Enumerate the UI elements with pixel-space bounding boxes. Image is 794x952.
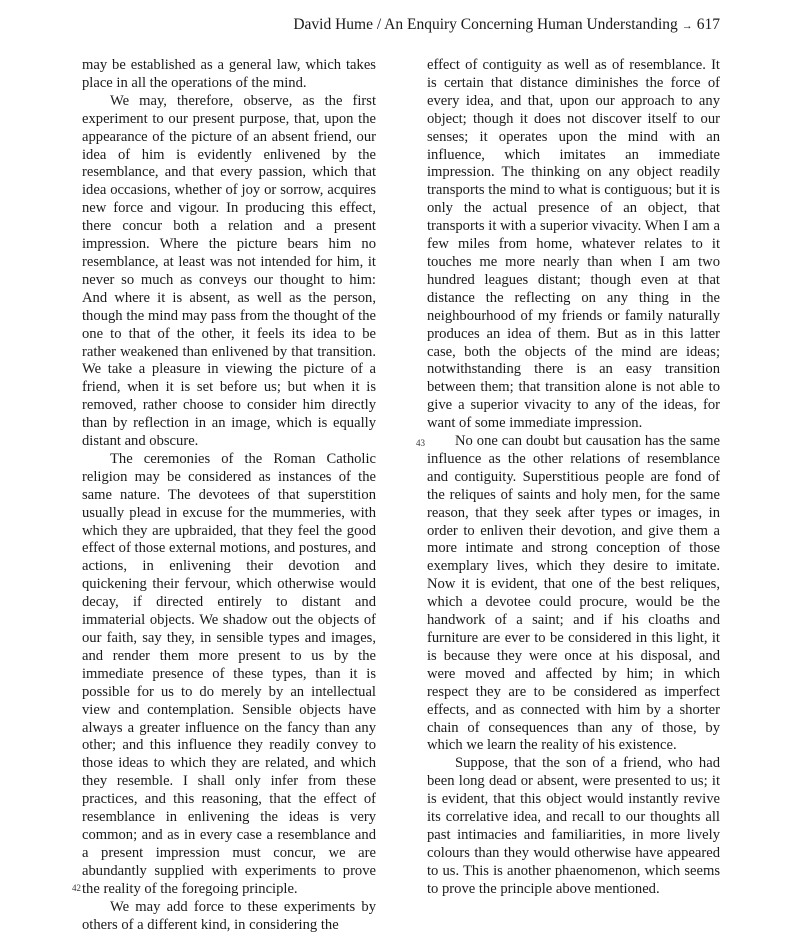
paragraph: We may, therefore, observe, as the first experiment to our present purpose, that, upon the appearance of the picture of an absent friend, our idea of him is evidently enlivened by the resemblance, and that every passion, which that idea occasions, whether of joy or sorrow, acquires new force and vigour. In producing this effect, there concur both a relation and a present impression. Where the picture bears him no resemblance, at least was not intended for him, it never so much as conveys our thought to him: And where it is absent, as well as the person, though the mind may pass from the thought of the one to that of the other, it feels its idea to be rather weakened than enlivened by that transition. We take a pleasure in viewing the picture of a friend, when it is set before us; but when it is removed, rather choose to consider him directly than by reflection in an image, which is equally distant and obscure. <box>82 92 376 450</box>
arrow-icon: → <box>681 20 693 32</box>
running-header <box>293 16 720 34</box>
margin-section-number: 42 <box>72 883 81 893</box>
margin-section-number: 43 <box>416 438 425 448</box>
right-column <box>427 57 720 899</box>
page-number: 617 <box>696 16 720 33</box>
paragraph: Suppose, that the son of a friend, who had been long dead or absent, were presented to us; it is evident, that this object would instantly revive its correlative idea, and recall to our thoughts all past intimacies and familiarities, in more lively colours than they would otherwise have appeared to us. This is another phaenomenon, which seems to prove the principle above mentioned. <box>427 755 720 897</box>
header-title: David Hume / An Enquiry Concerning Human Understanding <box>293 16 678 33</box>
paragraph: effect of contiguity as well as of resemblance. It is certain that distance diminishes the force of every idea, and that, upon our approach to any object; though it does not discover itself to our senses; it operates upon the mind with an influence, which imitates an immediate impression. The thinking on any object readily transports the mind to what is contiguous; but it is only the actual presence of an object, that transports it with a superior vivacity. When I am a few miles from home, whatever relates to it touches me more nearly than when I am two hundred leagues distant; though even at that distance the reflecting on any thing in the neighbourhood of my friends or family naturally produces an idea of them. But as in this latter case, both the objects of the mind are ideas; notwithstanding there is an easy transition between them; that transition alone is not able to give a superior vivacity to any of the ideas, for want of some immediate impression. <box>427 57 720 432</box>
left-column <box>82 57 376 934</box>
paragraph: The ceremonies of the Roman Catholic religion may be considered as instances of the same nature. The devotees of that superstition usually plead in excuse for the mummeries, with which they are upbraided, that they feel the good effect of those external motions, and postures, and actions, in enlivening their devotion and quickening their fervour, which otherwise would decay, if directed entirely to distant and immaterial objects. We shadow out the objects of our faith, say they, in sensible types and images, and render them more present to us by the immediate presence of these types, than it is possible for us to do merely by an intellectual view and contemplation. Sensible objects have always a greater influence on the fancy than any other; and this influence they readily convey to those ideas to which they are related, and which they resemble. I shall only infer from these practices, and this reasoning, that the effect of resemblance in enlivening the ideas is very common; and as in every case a resemblance and a present impression must concur, we are abundantly supplied with experiments to prove the reality of the foregoing principle. <box>82 450 376 897</box>
paragraph: may be established as a general law, which takes place in all the operations of the mind. <box>82 57 376 91</box>
paragraph: We may add force to these experiments by others of a different kind, in considering the <box>82 898 376 933</box>
paragraph: No one can doubt but causation has the same influence as the other relations of resemblance and contiguity. Superstitious people are fond of the reliques of saints and holy men, for the same reason, that they seek after types or images, in order to enliven their devotion, and give them a more intimate and strong conception of those exemplary lives, which they desire to imitate. Now it is evident, that one of the best reliques, which a devotee could procure, would be the handwork of a saint; and if his cloaths and furniture are ever to be considered in this light, it is because they were once at his disposal, and were moved and affected by him; in which respect they are to be considered as imperfect effects, and as connected with him by a shorter chain of consequences than any of those, by which we learn the reality of his existence. <box>427 433 720 754</box>
